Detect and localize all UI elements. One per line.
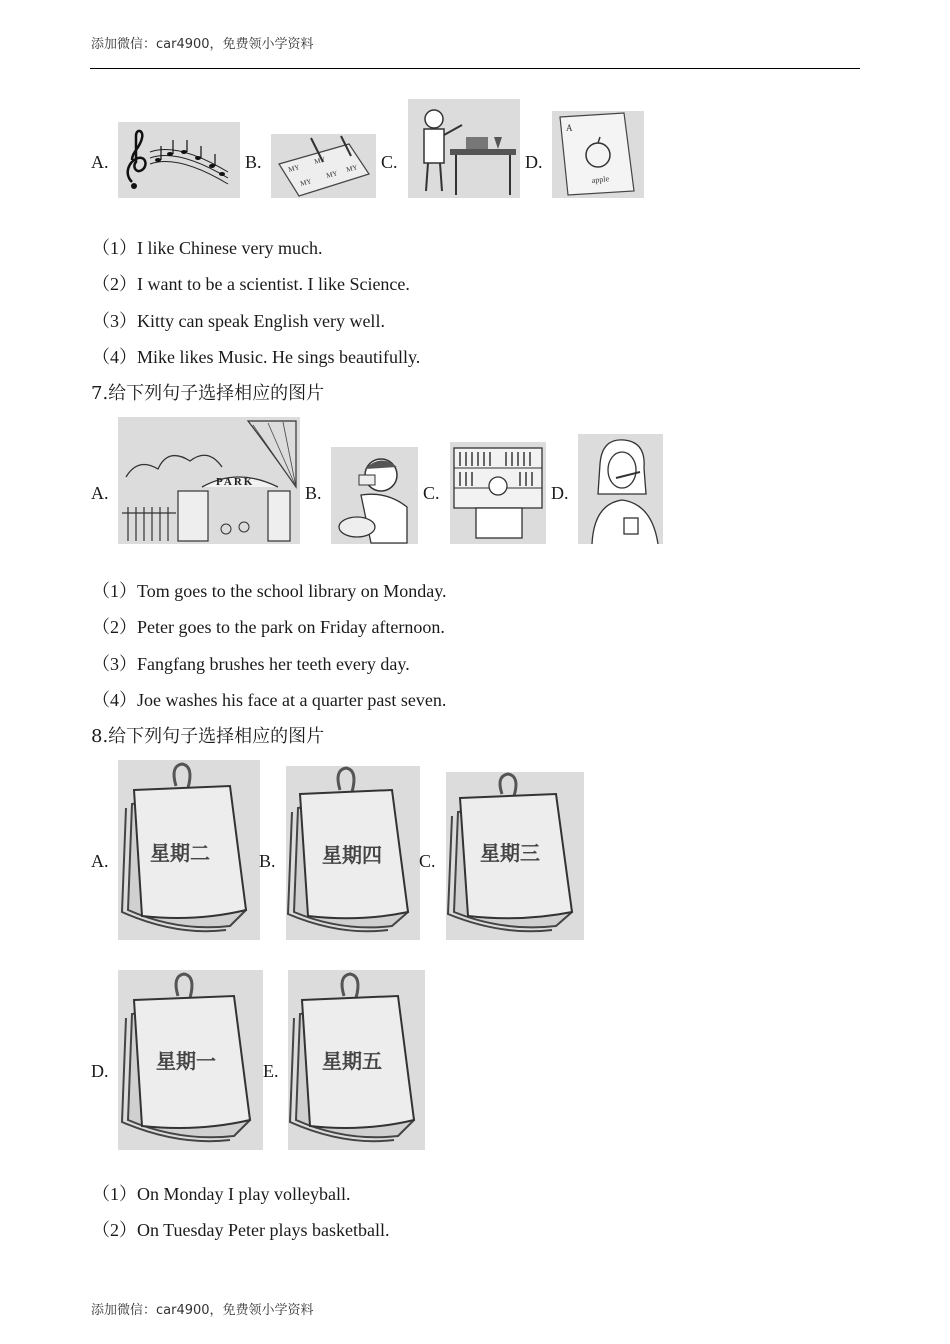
q8-sentence-2: （2）On Tuesday Peter plays basketball. (92, 1220, 390, 1240)
header-rule (90, 68, 860, 69)
q8-calendar-b-image (286, 766, 420, 940)
q7-option-b-label: B. (305, 483, 322, 503)
q7-library-image (450, 442, 546, 544)
q7-option-a-label: A. (91, 483, 109, 503)
q8-calendar-d-label: 星期一 (156, 1049, 216, 1073)
q6-writing-paper-image (271, 134, 376, 198)
q7-park-image (118, 417, 300, 544)
page-header: 添加微信：car4900，免费领小学资料 (91, 37, 314, 52)
q6-b-word-5: MY (345, 163, 359, 174)
q6-sentence-4: （4）Mike likes Music. He sings beautifully. (92, 347, 421, 367)
q6-b-word-3: MY (299, 177, 313, 188)
q6-option-d-label: D. (525, 152, 543, 172)
q8-option-c-label: C. (419, 851, 436, 871)
q6-b-word-1: MY (287, 163, 301, 174)
q8-calendar-d-image (118, 970, 263, 1150)
q8-option-e-label: E. (263, 1061, 279, 1081)
q8-option-a-label: A. (91, 851, 109, 871)
q6-apple-card-image (552, 111, 644, 198)
q6-sentence-3: （3）Kitty can speak English very well. (92, 311, 385, 331)
q7-option-c-label: C. (423, 483, 440, 503)
page-footer: 添加微信：car4900，免费领小学资料 (91, 1303, 314, 1318)
q7-sentence-1: （1）Tom goes to the school library on Monday. (92, 581, 447, 601)
q8-option-d-label: D. (91, 1061, 109, 1081)
q8-title: 8.给下列句子选择相应的图片 (91, 726, 325, 747)
q6-b-word-4: MY (325, 169, 339, 180)
q6-music-notes-image (118, 122, 240, 198)
q6-option-a-label: A. (91, 152, 109, 172)
q7-title: 7.给下列句子选择相应的图片 (91, 383, 325, 404)
q7-sentence-2: （2）Peter goes to the park on Friday afternoon. (92, 617, 445, 637)
q7-washing-face-image (331, 447, 418, 544)
q8-sentence-1: （1）On Monday I play volleyball. (92, 1184, 351, 1204)
q8-option-b-label: B. (259, 851, 276, 871)
q7-brushing-teeth-image (578, 434, 663, 544)
q8-calendar-e-label: 星期五 (322, 1049, 382, 1073)
q8-calendar-a-label: 星期二 (150, 841, 210, 865)
q8-calendar-c-label: 星期三 (480, 841, 540, 865)
q7-sentence-4: （4）Joe washes his face at a quarter past seven. (92, 690, 447, 710)
q7-sentence-3: （3）Fangfang brushes her teeth every day. (92, 654, 410, 674)
q8-calendar-b-label: 星期四 (322, 843, 382, 867)
q7-park-sign: PARK (216, 476, 255, 488)
q6-scientist-image (408, 99, 520, 198)
q6-d-letter: A (566, 123, 573, 133)
q8-calendar-e-image (288, 970, 425, 1150)
q6-sentence-2: （2）I want to be a scientist. I like Science. (92, 274, 410, 294)
q6-d-word: apple (591, 174, 610, 185)
q6-b-word-2: MY (313, 155, 327, 166)
q7-option-d-label: D. (551, 483, 569, 503)
q8-calendar-a-image (118, 760, 260, 940)
q6-option-c-label: C. (381, 152, 398, 172)
q6-sentence-1: （1）I like Chinese very much. (92, 238, 323, 258)
q6-option-b-label: B. (245, 152, 262, 172)
q8-calendar-c-image (446, 772, 584, 940)
